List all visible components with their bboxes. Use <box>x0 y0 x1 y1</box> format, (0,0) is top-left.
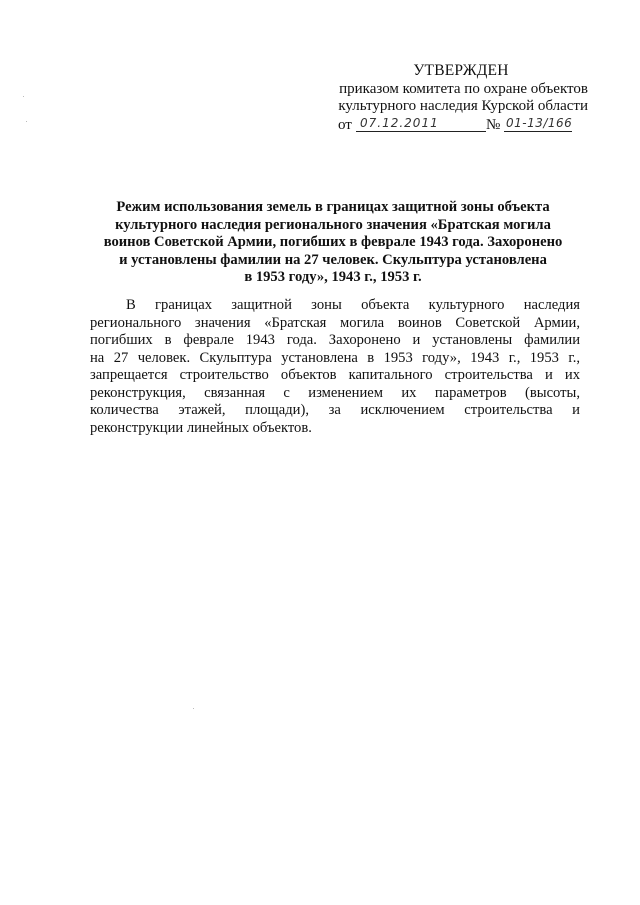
body-line: регионального значения «Братская могила воинов Советской Армии, <box>90 314 580 331</box>
scan-speck <box>23 96 24 97</box>
body-line: на 27 человек. Скульптура установлена в 1953 году», 1943 г., 1953 г., <box>90 349 580 366</box>
body-line: реконструкция, связанная с изменением их параметров (высоты, <box>90 384 580 401</box>
handwritten-date: 07.12.2011 <box>356 115 486 132</box>
title-line: и установлены фамилии на 27 человек. Скульптура установлена <box>119 251 547 268</box>
title-line: культурного наследия регионального значения «Братская могила <box>115 216 551 233</box>
body-line: запрещается строительство объектов капитального строительства и их <box>90 367 580 383</box>
scan-speck <box>26 121 27 122</box>
number-label: № <box>486 117 501 133</box>
approval-order-line-2: культурного наследия Курской области <box>338 98 588 114</box>
title-line: Режим использования земель в границах защитной зоны объекта <box>116 199 550 215</box>
date-label: от <box>338 117 352 133</box>
body-line: реконструкции линейных объектов. <box>90 419 312 436</box>
body-paragraph <box>90 297 580 437</box>
body-line: погибших в феврале 1943 года. Захоронено и установлены фамилии <box>90 332 580 348</box>
approval-block <box>318 62 588 137</box>
approval-order-line-1: приказом комитета по охране объектов <box>339 81 588 97</box>
scan-speck <box>193 708 194 709</box>
title-line: в 1953 году», 1943 г., 1953 г. <box>244 269 422 285</box>
handwritten-order-number: 01-13/166 <box>506 116 573 130</box>
body-line: количества этажей, площади), за исключением строительства и <box>90 402 580 418</box>
title-line: воинов Советской Армии, погибших в феврале 1943 года. Захоронено <box>103 234 563 250</box>
approved-heading: УТВЕРЖДЕН <box>413 62 509 79</box>
order-date-number-line <box>318 117 588 137</box>
body-line: В границах защитной зоны объекта культурного наследия <box>126 297 580 313</box>
document-title <box>88 199 578 287</box>
